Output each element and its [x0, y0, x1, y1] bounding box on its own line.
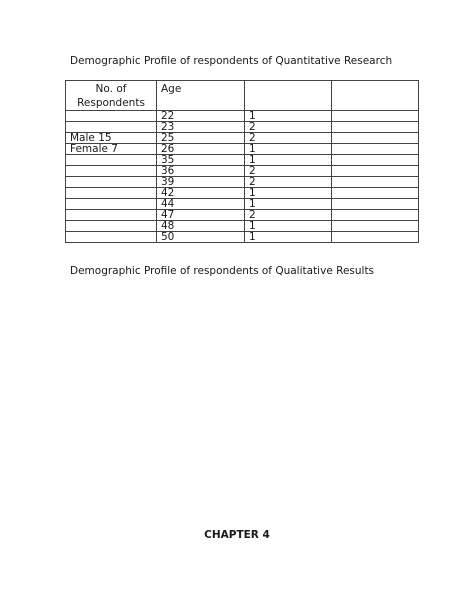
header-cell-respondents: [66, 81, 157, 111]
cell-extra: [332, 210, 419, 221]
cell-count: 1: [245, 232, 332, 243]
cell-label: [66, 210, 157, 221]
cell-count: 1: [245, 221, 332, 232]
table-row: [66, 221, 419, 232]
cell-age: 23: [157, 122, 245, 133]
header-cell-age: Age: [157, 81, 245, 111]
cell-age: 36: [157, 166, 245, 177]
cell-label: Male 15: [66, 133, 157, 144]
cell-label: Female 7: [66, 144, 157, 155]
table-row: [66, 199, 419, 210]
table-row: [66, 144, 419, 155]
qualitative-table-heading: Demographic Profile of respondents of Qualitative Results: [70, 265, 375, 277]
table-row: [66, 210, 419, 221]
cell-extra: [332, 199, 419, 210]
demographic-table: [65, 80, 419, 243]
cell-count: 1: [245, 155, 332, 166]
cell-count: 2: [245, 177, 332, 188]
cell-label: [66, 177, 157, 188]
cell-count: 2: [245, 122, 332, 133]
cell-extra: [332, 232, 419, 243]
quantitative-table-heading: Demographic Profile of respondents of Quantitative Research: [70, 55, 393, 67]
table-header-row: [66, 81, 419, 111]
cell-count: 2: [245, 210, 332, 221]
cell-age: 48: [157, 221, 245, 232]
header-respondents-line2: Respondents: [77, 97, 145, 109]
cell-count: 2: [245, 133, 332, 144]
cell-age: 39: [157, 177, 245, 188]
table-row: [66, 188, 419, 199]
table-row: [66, 177, 419, 188]
cell-extra: [332, 177, 419, 188]
cell-extra: [332, 155, 419, 166]
cell-extra: [332, 144, 419, 155]
cell-extra: [332, 122, 419, 133]
cell-count: 1: [245, 199, 332, 210]
table-row: [66, 232, 419, 243]
cell-extra: [332, 133, 419, 144]
cell-age: 26: [157, 144, 245, 155]
cell-count: 1: [245, 144, 332, 155]
cell-age: 25: [157, 133, 245, 144]
table-row: [66, 166, 419, 177]
cell-label: [66, 111, 157, 122]
cell-age: 47: [157, 210, 245, 221]
chapter-heading: CHAPTER 4: [204, 529, 270, 541]
table-row: [66, 133, 419, 144]
cell-label: [66, 221, 157, 232]
cell-count: 2: [245, 166, 332, 177]
table-row: [66, 111, 419, 122]
table-row: [66, 155, 419, 166]
header-cell-3: [245, 81, 332, 111]
cell-age: 42: [157, 188, 245, 199]
cell-label: [66, 155, 157, 166]
cell-age: 44: [157, 199, 245, 210]
cell-label: [66, 199, 157, 210]
cell-label: [66, 232, 157, 243]
cell-label: [66, 166, 157, 177]
table-row: [66, 122, 419, 133]
cell-extra: [332, 221, 419, 232]
header-respondents-line1: No. of: [95, 83, 127, 95]
cell-extra: [332, 188, 419, 199]
cell-extra: [332, 166, 419, 177]
cell-label: [66, 122, 157, 133]
cell-age: 35: [157, 155, 245, 166]
cell-label: [66, 188, 157, 199]
cell-age: 22: [157, 111, 245, 122]
header-cell-4: [332, 81, 419, 111]
cell-count: 1: [245, 111, 332, 122]
cell-count: 1: [245, 188, 332, 199]
cell-age: 50: [157, 232, 245, 243]
cell-extra: [332, 111, 419, 122]
demographic-table-body: [66, 81, 419, 243]
